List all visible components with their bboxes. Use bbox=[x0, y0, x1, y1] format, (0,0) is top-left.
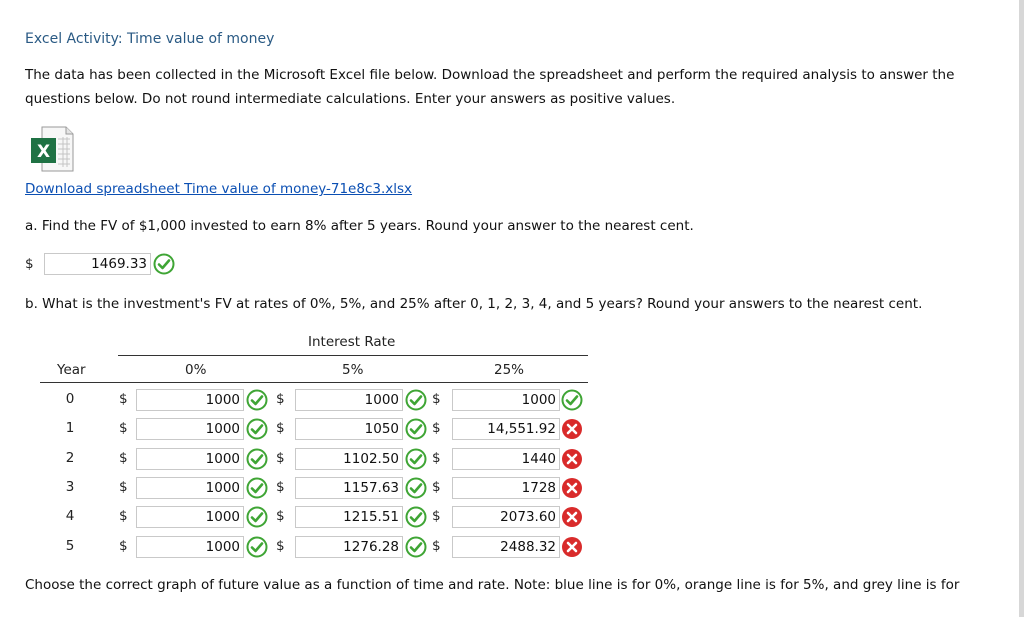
check-circle-icon bbox=[405, 389, 427, 411]
fv-input-25pct-year-4[interactable]: 2073.60 bbox=[452, 506, 560, 528]
check-circle-icon bbox=[405, 536, 427, 558]
question-b: b. What is the investment's FV at rates of 0%, 5%, and 25% after 0, 1, 2, 3, 4, and 5 years? Round your answers to the nearest cent. bbox=[25, 296, 923, 312]
year-cell: 2 bbox=[65, 450, 75, 466]
currency-label: $ bbox=[432, 479, 441, 495]
rate-5-column-header: 5% bbox=[342, 362, 364, 378]
fv-input-5pct-year-0[interactable]: 1000 bbox=[295, 389, 403, 411]
excel-file-icon[interactable] bbox=[30, 126, 74, 172]
fv-input-0pct-year-1[interactable]: 1000 bbox=[136, 418, 244, 440]
check-circle-icon bbox=[246, 418, 268, 440]
currency-label: $ bbox=[432, 420, 441, 436]
question-a: a. Find the FV of $1,000 invested to earn 8% after 5 years. Round your answer to the nearest cent. bbox=[25, 218, 694, 234]
x-circle-icon bbox=[561, 418, 583, 440]
year-cell: 5 bbox=[65, 538, 75, 554]
fv-input-25pct-year-2[interactable]: 1440 bbox=[452, 448, 560, 470]
currency-label: $ bbox=[25, 256, 34, 272]
check-circle-icon bbox=[405, 477, 427, 499]
fv-input-0pct-year-4[interactable]: 1000 bbox=[136, 506, 244, 528]
download-spreadsheet-link[interactable]: Download spreadsheet Time value of money-71e8c3.xlsx bbox=[25, 181, 413, 197]
fv-input-5pct-year-2[interactable]: 1102.50 bbox=[295, 448, 403, 470]
currency-label: $ bbox=[119, 450, 128, 466]
currency-label: $ bbox=[119, 391, 128, 407]
x-circle-icon bbox=[561, 477, 583, 499]
rate-25-column-header: 25% bbox=[494, 362, 525, 378]
year-cell: 0 bbox=[65, 391, 75, 407]
fv-input-5pct-year-4[interactable]: 1215.51 bbox=[295, 506, 403, 528]
fv-input-5pct-year-3[interactable]: 1157.63 bbox=[295, 477, 403, 499]
currency-label: $ bbox=[276, 508, 285, 524]
currency-label: $ bbox=[119, 538, 128, 554]
currency-label: $ bbox=[432, 450, 441, 466]
fv-input-5pct-year-5[interactable]: 1276.28 bbox=[295, 536, 403, 558]
currency-label: $ bbox=[119, 479, 128, 495]
currency-label: $ bbox=[119, 508, 128, 524]
currency-label: $ bbox=[276, 420, 285, 436]
currency-label: $ bbox=[432, 508, 441, 524]
question-c: Choose the correct graph of future value as a function of time and rate. Note: blue line is for 0%, orange line is for 5%, and grey line is for bbox=[25, 577, 960, 593]
header-rule bbox=[118, 355, 588, 356]
answer-a-input[interactable]: 1469.33 bbox=[44, 253, 151, 275]
fv-input-25pct-year-0[interactable]: 1000 bbox=[452, 389, 560, 411]
fv-input-25pct-year-1[interactable]: 14,551.92 bbox=[452, 418, 560, 440]
currency-label: $ bbox=[119, 420, 128, 436]
check-circle-icon bbox=[405, 418, 427, 440]
currency-label: $ bbox=[276, 391, 285, 407]
currency-label: $ bbox=[432, 391, 441, 407]
fv-input-5pct-year-1[interactable]: 1050 bbox=[295, 418, 403, 440]
fv-input-0pct-year-0[interactable]: 1000 bbox=[136, 389, 244, 411]
year-cell: 4 bbox=[65, 508, 75, 524]
check-circle-icon bbox=[246, 477, 268, 499]
x-circle-icon bbox=[561, 536, 583, 558]
instructions-text: The data has been collected in the Microsoft Excel file below. Download the spreadsheet and perform the required analysis to answer the questions below. Do not round intermediate calculations. Enter your answers as positive values. bbox=[25, 67, 955, 107]
page-title: Excel Activity: Time value of money bbox=[25, 31, 275, 47]
scrollbar[interactable] bbox=[1019, 0, 1024, 617]
check-circle-icon bbox=[246, 536, 268, 558]
check-circle-icon bbox=[153, 253, 175, 275]
fv-input-0pct-year-3[interactable]: 1000 bbox=[136, 477, 244, 499]
check-circle-icon bbox=[561, 389, 583, 411]
year-cell: 3 bbox=[65, 479, 75, 495]
check-circle-icon bbox=[405, 448, 427, 470]
fv-input-25pct-year-3[interactable]: 1728 bbox=[452, 477, 560, 499]
currency-label: $ bbox=[276, 479, 285, 495]
x-circle-icon bbox=[561, 506, 583, 528]
year-cell: 1 bbox=[65, 420, 75, 436]
fv-input-0pct-year-2[interactable]: 1000 bbox=[136, 448, 244, 470]
check-circle-icon bbox=[246, 506, 268, 528]
currency-label: $ bbox=[432, 538, 441, 554]
svg-text:X: X bbox=[36, 142, 51, 162]
fv-input-0pct-year-5[interactable]: 1000 bbox=[136, 536, 244, 558]
rate-0-column-header: 0% bbox=[185, 362, 207, 378]
currency-label: $ bbox=[276, 538, 285, 554]
header-rule bbox=[40, 382, 588, 383]
interest-rate-header: Interest Rate bbox=[308, 334, 396, 350]
fv-input-25pct-year-5[interactable]: 2488.32 bbox=[452, 536, 560, 558]
check-circle-icon bbox=[246, 448, 268, 470]
year-column-header: Year bbox=[57, 362, 86, 378]
x-circle-icon bbox=[561, 448, 583, 470]
currency-label: $ bbox=[276, 450, 285, 466]
check-circle-icon bbox=[405, 506, 427, 528]
check-circle-icon bbox=[246, 389, 268, 411]
